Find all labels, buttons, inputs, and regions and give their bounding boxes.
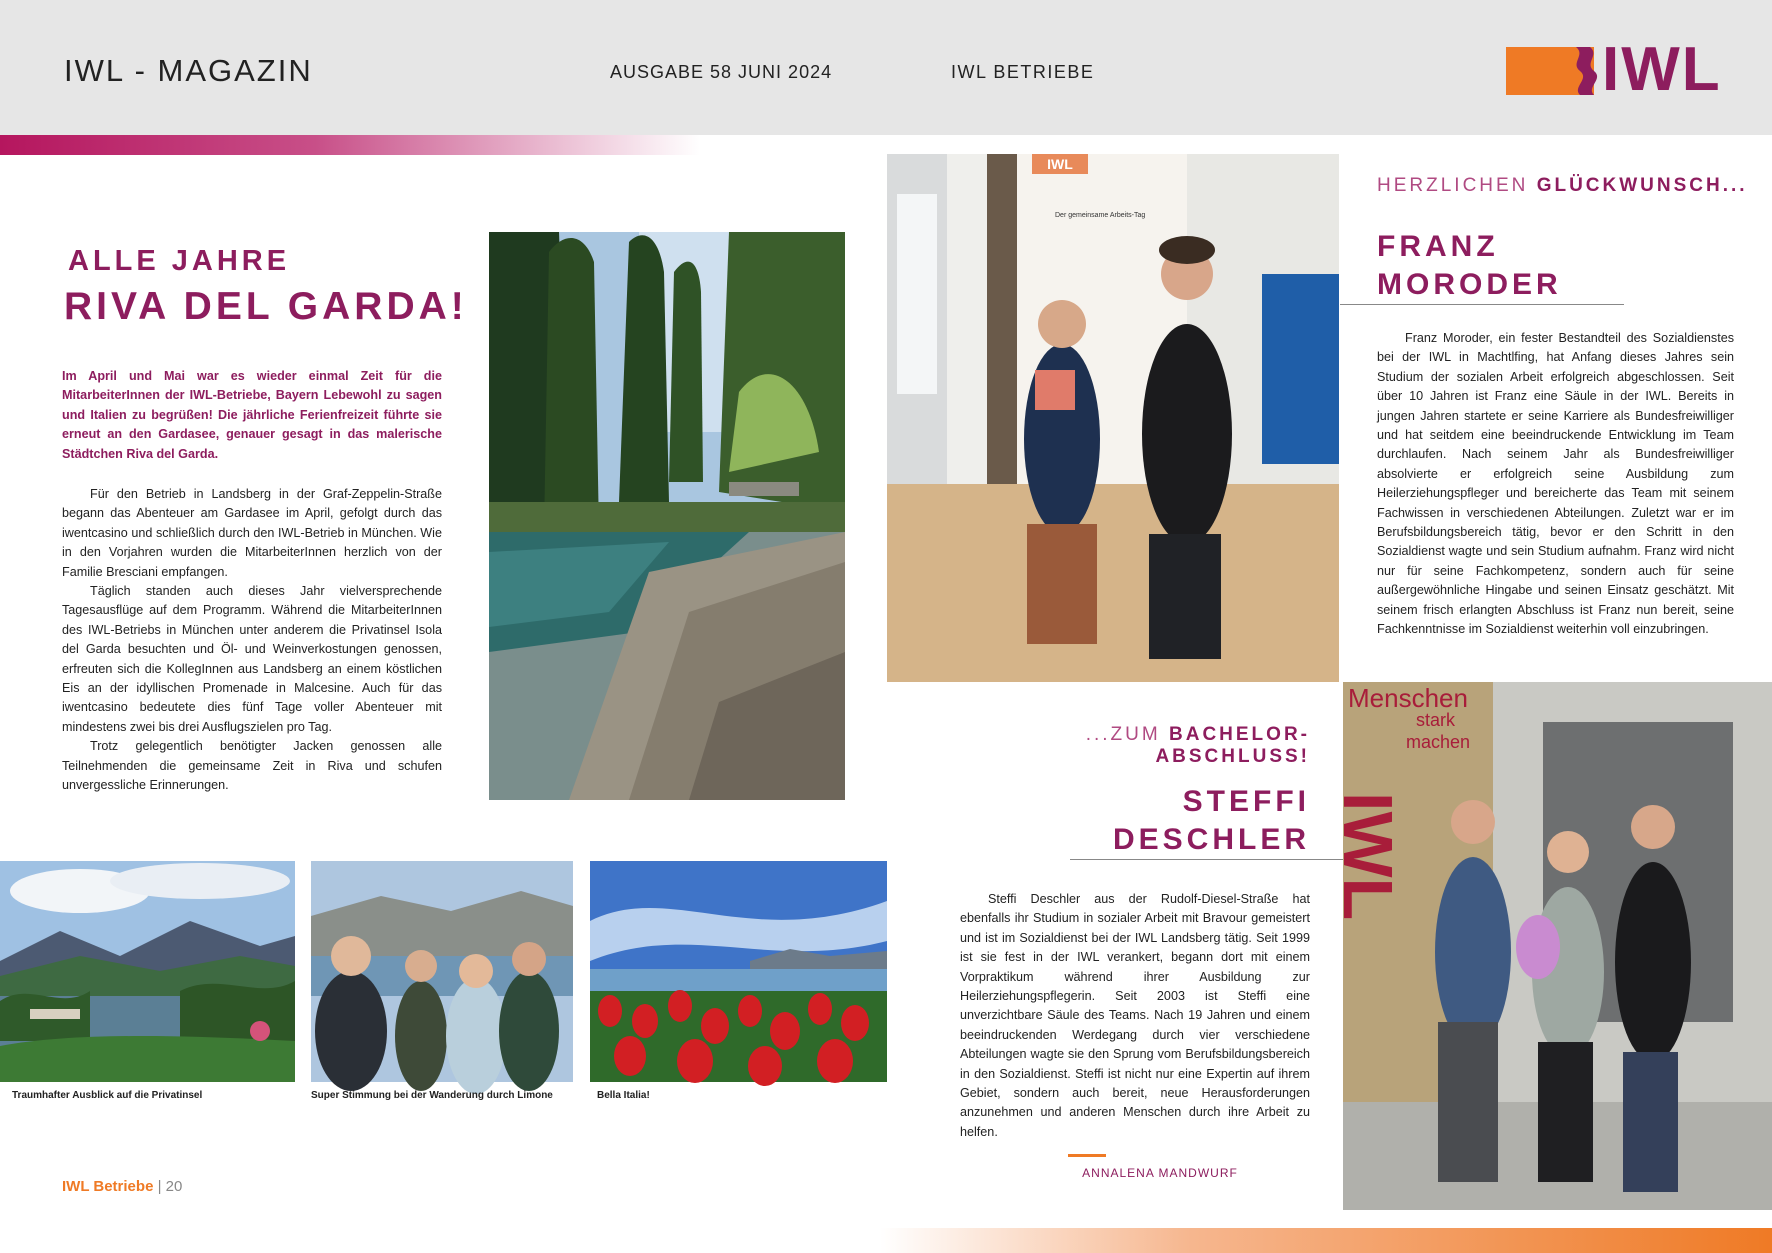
photo-caption: Super Stimmung bei der Wanderung durch Limone [311,1090,553,1101]
issue-label: AUSGABE 58 JUNI 2024 [610,62,833,82]
author-dash [1068,1154,1106,1157]
name-line: STEFFI [1182,785,1310,818]
kicker-prefix: HERZLICHEN [1377,175,1537,196]
section-label: IWL BETRIEBE [951,62,1095,82]
franz-body-text: Franz Moroder, ein fester Bestandteil des Sozialdienstes bei der IWL in Machtlfing, hat Anfang dieses Jahres sein Studium der sozialen Arbeit erfolgreich abgeschlossen. Seit über 10 Jahren ist Franz eine Säule in der IWL. Bereits in jungen Jahren startete er seine Karriere als Bundesfreiwilliger und hat seitdem eine beeindruckende Entwicklung im Team durchlaufen. Nach seinem Jahr als Bundesfreiwilliger absolvierte er erfolgreich seine Ausbildung zum Heilerziehungspfleger und bereicherte das Team mit seinem Fachwissen in verschiedenen Abteilungen. Zuletzt war er im Berufsbildungsbereich tätig, bevor er den Schritt in den Sozialdienst wagte und sein Studium aufnahm. Franz wird nicht nur für seine Fachkompetenz, sondern auch für seine außergewöhnliche Hingabe und seinen Einsatz geschätzt. Mit seinem frisch erlangten Abschluss ist Franz nun bereit, seine Fachkenntnisse im Sozialdienst weiterhin voll einzubringen. [1377,331,1734,637]
footer-separator: | [157,1178,162,1195]
canal-photo [489,232,845,800]
logo-wave-icon [1554,47,1606,95]
poster-logo: IWL [1032,154,1088,174]
divider [1340,304,1624,305]
magazine-title: IWL - MAGAZIN [64,53,313,88]
steffi-body-text: Steffi Deschler aus der Rudolf-Diesel-Straße hat ebenfalls ihr Studium in sozialer Arbeit mit Bravour gemeistert und ist im Sozialdienst bei der IWL Landsberg tätig. Seit 1999 ist sie fest in der IWL verankert, begann dort mit einem Vorpraktikum während ihrer Ausbildung zur Heilerziehungspflegerin. Seit 2003 ist Steffi eine unverzichtbare Säule des Teams. Nach 19 Jahren und einem beeindruckenden Werdegang durch vier verschiedene Abteilungen wagte sie den Sprung vom Berufsbildungsbereich in den Sozialdienst. Steffi ist nicht nur eine Expertin auf ihrem Gebiet, sondern auch bereit, neue Herausforderungen anzunehmen und anderen Menschen durch ihre Arbeit zu helfen. [960,892,1310,1139]
article-paragraph: Täglich standen auch dieses Jahr vielversprechende Tagesausflüge auf dem Programm. Während die MitarbeiterInnen des IWL-Betriebs in München unter anderem die Privatinsel Isola del Garda besuchten und Öl- und Weinverkostungen genossen, erfreuten sich die KollegInnen aus Landsberg an einem köstlichen Eis an der idyllischen Promenade in Malcesine. Auch für das iwentcasino bedeutete dies fünf Tage voller Abenteuer mit mindestens zwei bis drei Ausflugszielen pro Tag. [62,584,442,734]
person-name-steffi [1050,783,1310,859]
name-line: DESCHLER [1112,823,1310,856]
article-body [62,485,442,796]
kicker-bold: GLÜCKWUNSCH... [1536,175,1748,196]
page-header [0,0,1772,135]
article-kicker: ALLE JAHRE [68,245,291,277]
photo-caption: Bella Italia! [597,1090,650,1101]
congrats-kicker [1377,175,1748,197]
bachelor-kicker [960,724,1310,768]
kicker-bold: BACHELOR-ABSCHLUSS! [1155,724,1310,767]
sign-line: stark [1416,710,1456,730]
footer-brand: IWL Betriebe [62,1178,154,1195]
header-accent-bar [0,135,700,155]
divider [1070,859,1344,860]
iwl-logo [1506,35,1722,104]
author-name: ANNALENA MANDWURF [1082,1166,1238,1180]
island-photo [0,861,295,1082]
person-name-franz [1377,228,1562,304]
poster-title: Der gemeinsame Arbeits-Tag [1055,212,1146,219]
sign-line: machen [1406,732,1471,752]
page-number: 20 [165,1178,183,1195]
kicker-prefix: ...ZUM [1085,724,1169,745]
article-headline: RIVA DEL GARDA! [64,285,468,328]
steffi-photo [1329,682,1772,1210]
sign-logo: IWL [1329,792,1407,921]
article-paragraph: Trotz gelegentlich benötigter Jacken genossen alle Teilnehmenden die gemeinsame Zeit in Riva und schufen unvergessliche Erinnerungen. [62,739,442,793]
group-hike-photo [311,861,573,1082]
footer-accent-bar [880,1228,1772,1253]
photo-caption: Traumhafter Ausblick auf die Privatinsel [12,1090,203,1101]
name-line: MORODER [1377,268,1562,301]
tulips-photo [590,861,887,1082]
article-lead: Im April und Mai war es wieder einmal Zeit für die MitarbeiterInnen der IWL-Betriebe, Bayern Lebewohl zu sagen und Italien zu begrüßen! Die jährliche Ferienfreizeit führte sie erneut an den Gardasee, genauer gesagt in das malerische Städtchen Riva del Garda. [62,369,442,461]
name-line: FRANZ [1377,230,1499,263]
page-footer [62,1178,182,1195]
franz-photo [887,154,1339,682]
sign-text [1348,683,1471,753]
logo-text: IWL [1602,35,1722,104]
sign-line: Menschen [1348,683,1468,713]
article-paragraph: Für den Betrieb in Landsberg in der Graf-Zeppelin-Straße begann das Abenteuer am Gardasee im April, gefolgt durch das iwentcasino und schließlich durch den IWL-Betrieb in München. Wie in den Vorjahren wurden die MitarbeiterInnen herzlich von der Familie Bresciani empfangen. [62,487,442,579]
